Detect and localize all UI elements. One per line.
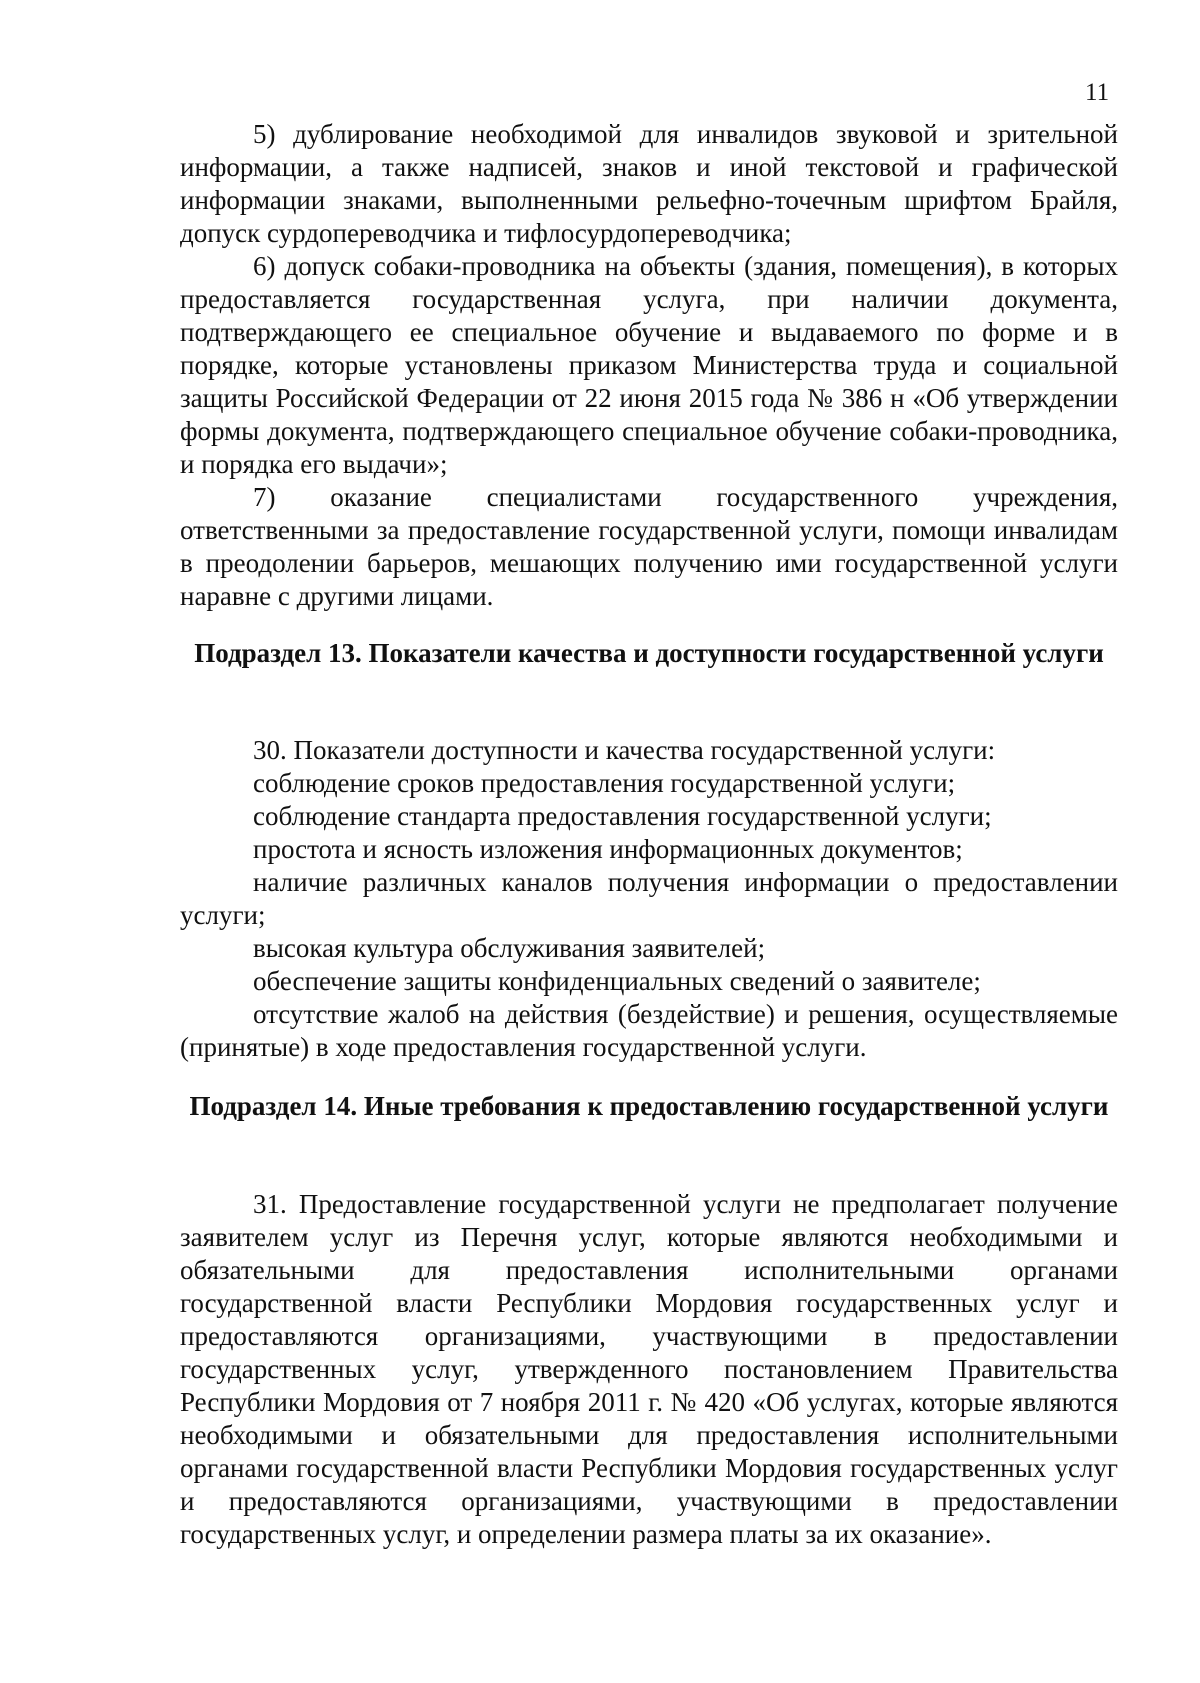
paragraph-item-31: 31. Предоставление государственной услуги не предполагает получение заявителем услуг из Перечня услуг, которые являются необходимыми и обязательными для предоставления исполнительными органами государственной власти Республики Мордовия государственных услуг и предоставляются организациями, участвующими в предоставлении государственных услуг, утвержденного постановлением Правительства Республики Мордовия от 7 ноября 2011 г. № 420 «Об услугах, которые являются необходимыми и обязательными для предоставления исполнительными органами государственной власти Республики Мордовия государственных услуг и предоставляются организациями, участвующими в предоставлении государственных услуг, и определении размера платы за их оказание». bbox=[180, 1189, 1118, 1549]
paragraph-item-7: 7) оказание специалистами государственного учреждения, ответственными за предоставление государственной услуги, помощи инвалидам в преодолении барьеров, мешающих получению ими государственной услуги наравне с другими лицами. bbox=[180, 482, 1118, 611]
indicator-item: простота и ясность изложения информационных документов; bbox=[253, 834, 963, 864]
indicator-item: обеспечение защиты конфиденциальных сведений о заявителе; bbox=[253, 966, 981, 996]
paragraph-item-6: 6) допуск собаки-проводника на объекты (здания, помещения), в которых предоставляется государственная услуга, при наличии документа, подтверждающего ее специальное обучение и выдаваемого по форме и в порядке, которые установлены приказом Министерства труда и социальной защиты Российской Федерации от 22 июня 2015 года № 386 н «Об утверждении формы документа, подтверждающего специальное обучение собаки-проводника, и порядка его выдачи»; bbox=[180, 251, 1118, 479]
section-13-heading: Подраздел 13. Показатели качества и доступности государственной услуги bbox=[194, 638, 1104, 668]
indicator-item: отсутствие жалоб на действия (бездействие) и решения, осуществляемые (принятые) в ходе предоставления государственной услуги. bbox=[180, 999, 1118, 1062]
accessibility-measures-list bbox=[180, 118, 1118, 613]
other-requirements-text bbox=[180, 1188, 1118, 1551]
quality-indicators-list bbox=[180, 734, 1118, 1064]
indicator-item: наличие различных каналов получения информации о предоставлении услуги; bbox=[180, 867, 1118, 930]
indicator-item: соблюдение стандарта предоставления государственной услуги; bbox=[253, 801, 992, 831]
section-14-heading: Подраздел 14. Иные требования к предоставлению государственной услуги bbox=[189, 1091, 1109, 1121]
indicators-intro: 30. Показатели доступности и качества государственной услуги: bbox=[253, 735, 996, 765]
indicator-item: соблюдение сроков предоставления государственной услуги; bbox=[253, 768, 956, 798]
page-number: 11 bbox=[1085, 79, 1110, 106]
indicator-item: высокая культура обслуживания заявителей; bbox=[253, 933, 766, 963]
paragraph-item-5: 5) дублирование необходимой для инвалидов звуковой и зрительной информации, а также надписей, знаков и иной текстовой и графической информации знаками, выполненными рельефно-точечным шрифтом Брайля, допуск сурдопереводчика и тифлосурдопереводчика; bbox=[180, 119, 1118, 248]
